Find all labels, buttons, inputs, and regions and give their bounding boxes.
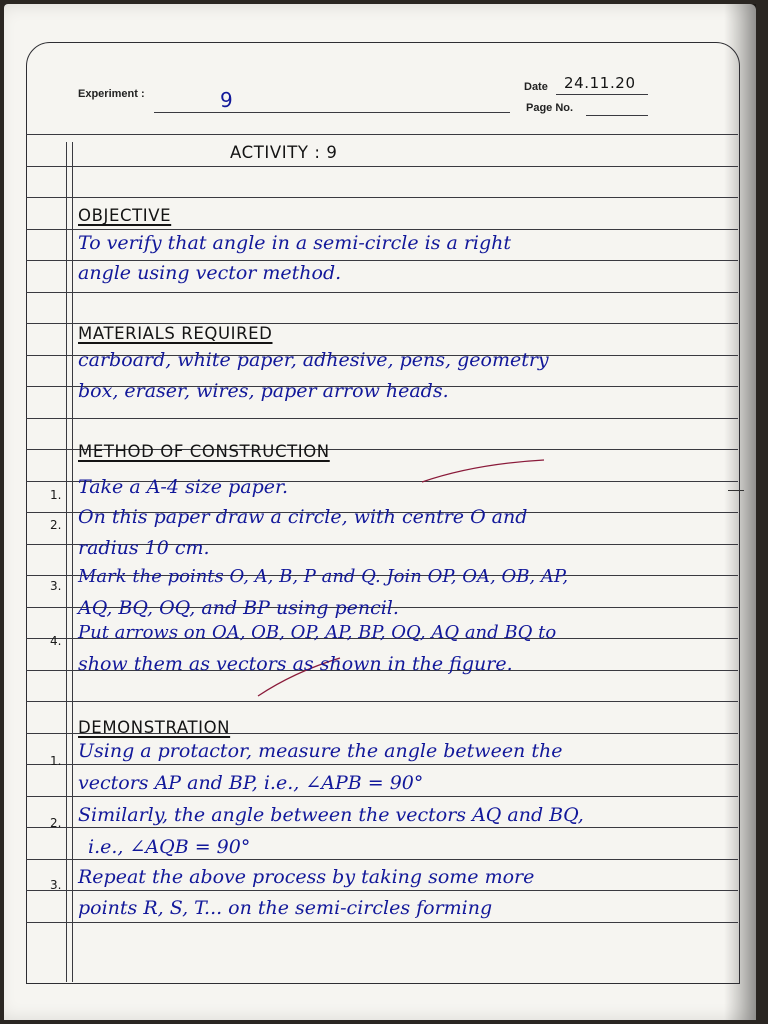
method-step-4-number: 4. (50, 634, 62, 648)
page-number-underline (586, 115, 648, 116)
method-step-1-line-1: Take a A-4 size paper. (78, 476, 289, 498)
ruled-line (26, 701, 738, 702)
experiment-underline (154, 112, 510, 113)
ruled-line (26, 890, 738, 891)
ruled-line (26, 260, 738, 261)
ruled-line (26, 197, 738, 198)
date-value: 24.11.20 (564, 74, 636, 92)
ruled-line (26, 229, 738, 230)
ruled-line (26, 796, 738, 797)
materials-heading: MATERIALS REQUIRED (78, 324, 273, 343)
method-step-3-line-2: AQ, BQ, OQ, and BP using pencil. (78, 597, 399, 619)
demonstration-heading: DEMONSTRATION (78, 718, 231, 737)
materials-line-2: box, eraser, wires, paper arrow heads. (78, 380, 449, 402)
demo-step-1-line-2: vectors AP and BP, i.e., ∠APB = 90° (78, 772, 424, 794)
method-step-1-number: 1. (50, 488, 62, 502)
experiment-value: 9 (220, 88, 233, 112)
ruled-line (26, 764, 738, 765)
demo-step-2-line-1: Similarly, the angle between the vectors AQ and BQ, (78, 804, 584, 826)
demo-step-3-line-2: points R, S, T... on the semi-circles forming (78, 897, 493, 919)
ruled-line (26, 922, 738, 923)
demo-step-3-line-1: Repeat the above process by taking some more (78, 866, 535, 888)
demo-step-1-line-1: Using a protactor, measure the angle between the (78, 740, 563, 762)
ruled-line (26, 827, 738, 828)
method-step-4-line-1: Put arrows on OA, OB, OP, AP, BP, OQ, AQ and BQ to (78, 622, 557, 643)
margin-line-1 (66, 142, 67, 982)
demo-step-2-number: 2. (50, 816, 62, 830)
arrow-mark (728, 490, 744, 491)
method-step-2-number: 2. (50, 518, 62, 532)
demo-step-3-number: 3. (50, 878, 62, 892)
objective-heading: OBJECTIVE (78, 206, 172, 225)
stray-pen-mark (414, 454, 554, 494)
method-step-2-line-1: On this paper draw a circle, with centre O and (78, 506, 528, 528)
method-step-3-number: 3. (50, 579, 62, 593)
notebook-page (4, 4, 756, 1020)
page-title: ACTIVITY : 9 (230, 143, 338, 162)
method-step-3-line-1: Mark the points O, A, B, P and Q. Join OP, OA, OB, AP, (78, 566, 569, 587)
ruled-line (26, 292, 738, 293)
demo-step-1-number: 1. (50, 754, 62, 768)
date-label: Date (524, 81, 548, 93)
materials-line-1: carboard, white paper, adhesive, pens, geometry (78, 349, 549, 371)
ruled-line (26, 166, 738, 167)
ruled-line (26, 859, 738, 860)
method-step-4-line-2: show them as vectors as shown in the figure. (78, 653, 513, 675)
page-number-label: Page No. (526, 102, 574, 114)
objective-line-1: To verify that angle in a semi-circle is a right (78, 232, 512, 254)
method-step-2-line-2: radius 10 cm. (78, 537, 210, 559)
demo-step-2-line-2: i.e., ∠AQB = 90° (88, 836, 251, 858)
method-heading: METHOD OF CONSTRUCTION (78, 442, 330, 461)
ruled-line (26, 418, 738, 419)
margin-line-2 (72, 142, 73, 982)
experiment-label: Experiment : (78, 88, 145, 100)
ruled-line (26, 134, 738, 135)
objective-line-2: angle using vector method. (78, 262, 342, 284)
date-underline (556, 94, 648, 95)
